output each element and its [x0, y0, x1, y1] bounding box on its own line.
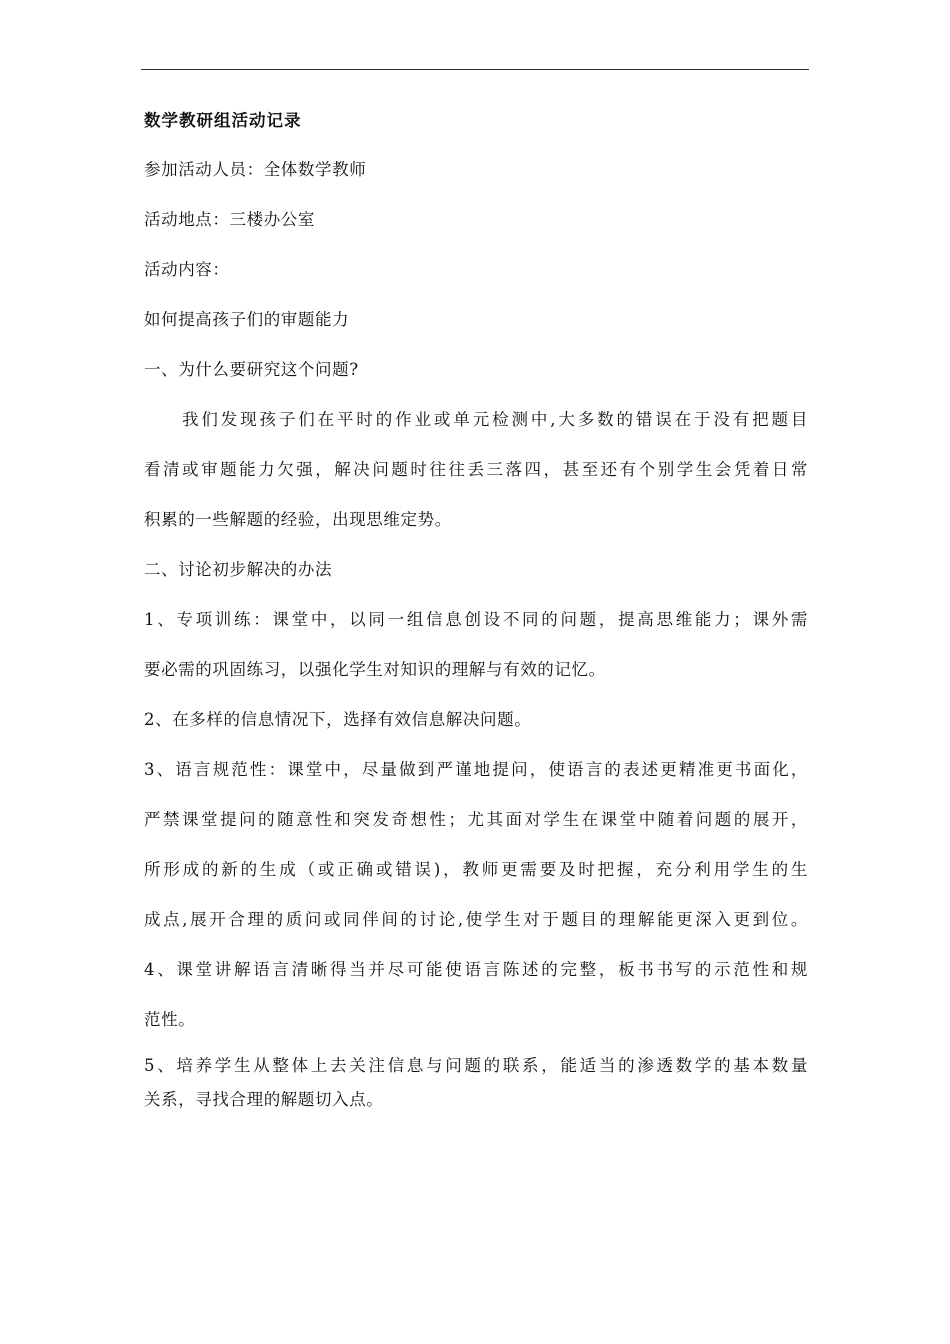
section1-para-line: 积累的一些解题的经验，出现思维定势。 [144, 510, 452, 529]
content-label: 活动内容： [144, 260, 230, 279]
item3-line: 所形成的新的生成（或正确或错误)，教师更需要及时把握，充分利用学生的生 [144, 860, 808, 879]
location-line: 活动地点：三楼办公室 [144, 210, 315, 229]
header-rule [141, 69, 809, 70]
section2-heading: 二、讨论初步解决的办法 [144, 560, 333, 579]
item3-line: 3、语言规范性：课堂中，尽量做到严谨地提问，使语言的表述更精准更书面化， [144, 760, 808, 779]
section1-heading: 一、为什么要研究这个问题? [144, 360, 359, 379]
document-title: 数学教研组活动记录 [144, 111, 302, 130]
item3-line: 成点,展开合理的质问或同伴间的讨论,使学生对于题目的理解能更深入更到位。 [144, 910, 808, 929]
item1-line: 要必需的巩固练习，以强化学生对知识的理解与有效的记忆。 [144, 660, 606, 679]
item2-line: 2、在多样的信息情况下，选择有效信息解决问题。 [144, 710, 532, 729]
section1-para-line: 我们发现孩子们在平时的作业或单元检测中,大多数的错误在于没有把题目 [182, 410, 808, 429]
item4-line: 4、课堂讲解语言清晰得当并尽可能使语言陈述的完整，板书书写的示范性和规 [144, 960, 808, 979]
section1-para-line: 看清或审题能力欠强，解决问题时往往丢三落四，甚至还有个别学生会凭着日常 [144, 460, 808, 479]
topic-line: 如何提高孩子们的审题能力 [144, 310, 350, 329]
item5-line: 5、培养学生从整体上去关注信息与问题的联系，能适当的渗透数学的基本数量 [144, 1056, 808, 1075]
item4-line: 范性。 [144, 1010, 196, 1029]
item3-line: 严禁课堂提问的随意性和突发奇想性；尤其面对学生在课堂中随着问题的展开， [144, 810, 808, 829]
participants-line: 参加活动人员：全体数学教师 [144, 160, 367, 179]
item5-line: 关系，寻找合理的解题切入点。 [144, 1090, 384, 1109]
item1-line: 1、专项训练：课堂中，以同一组信息创设不同的问题，提高思维能力；课外需 [144, 610, 808, 629]
